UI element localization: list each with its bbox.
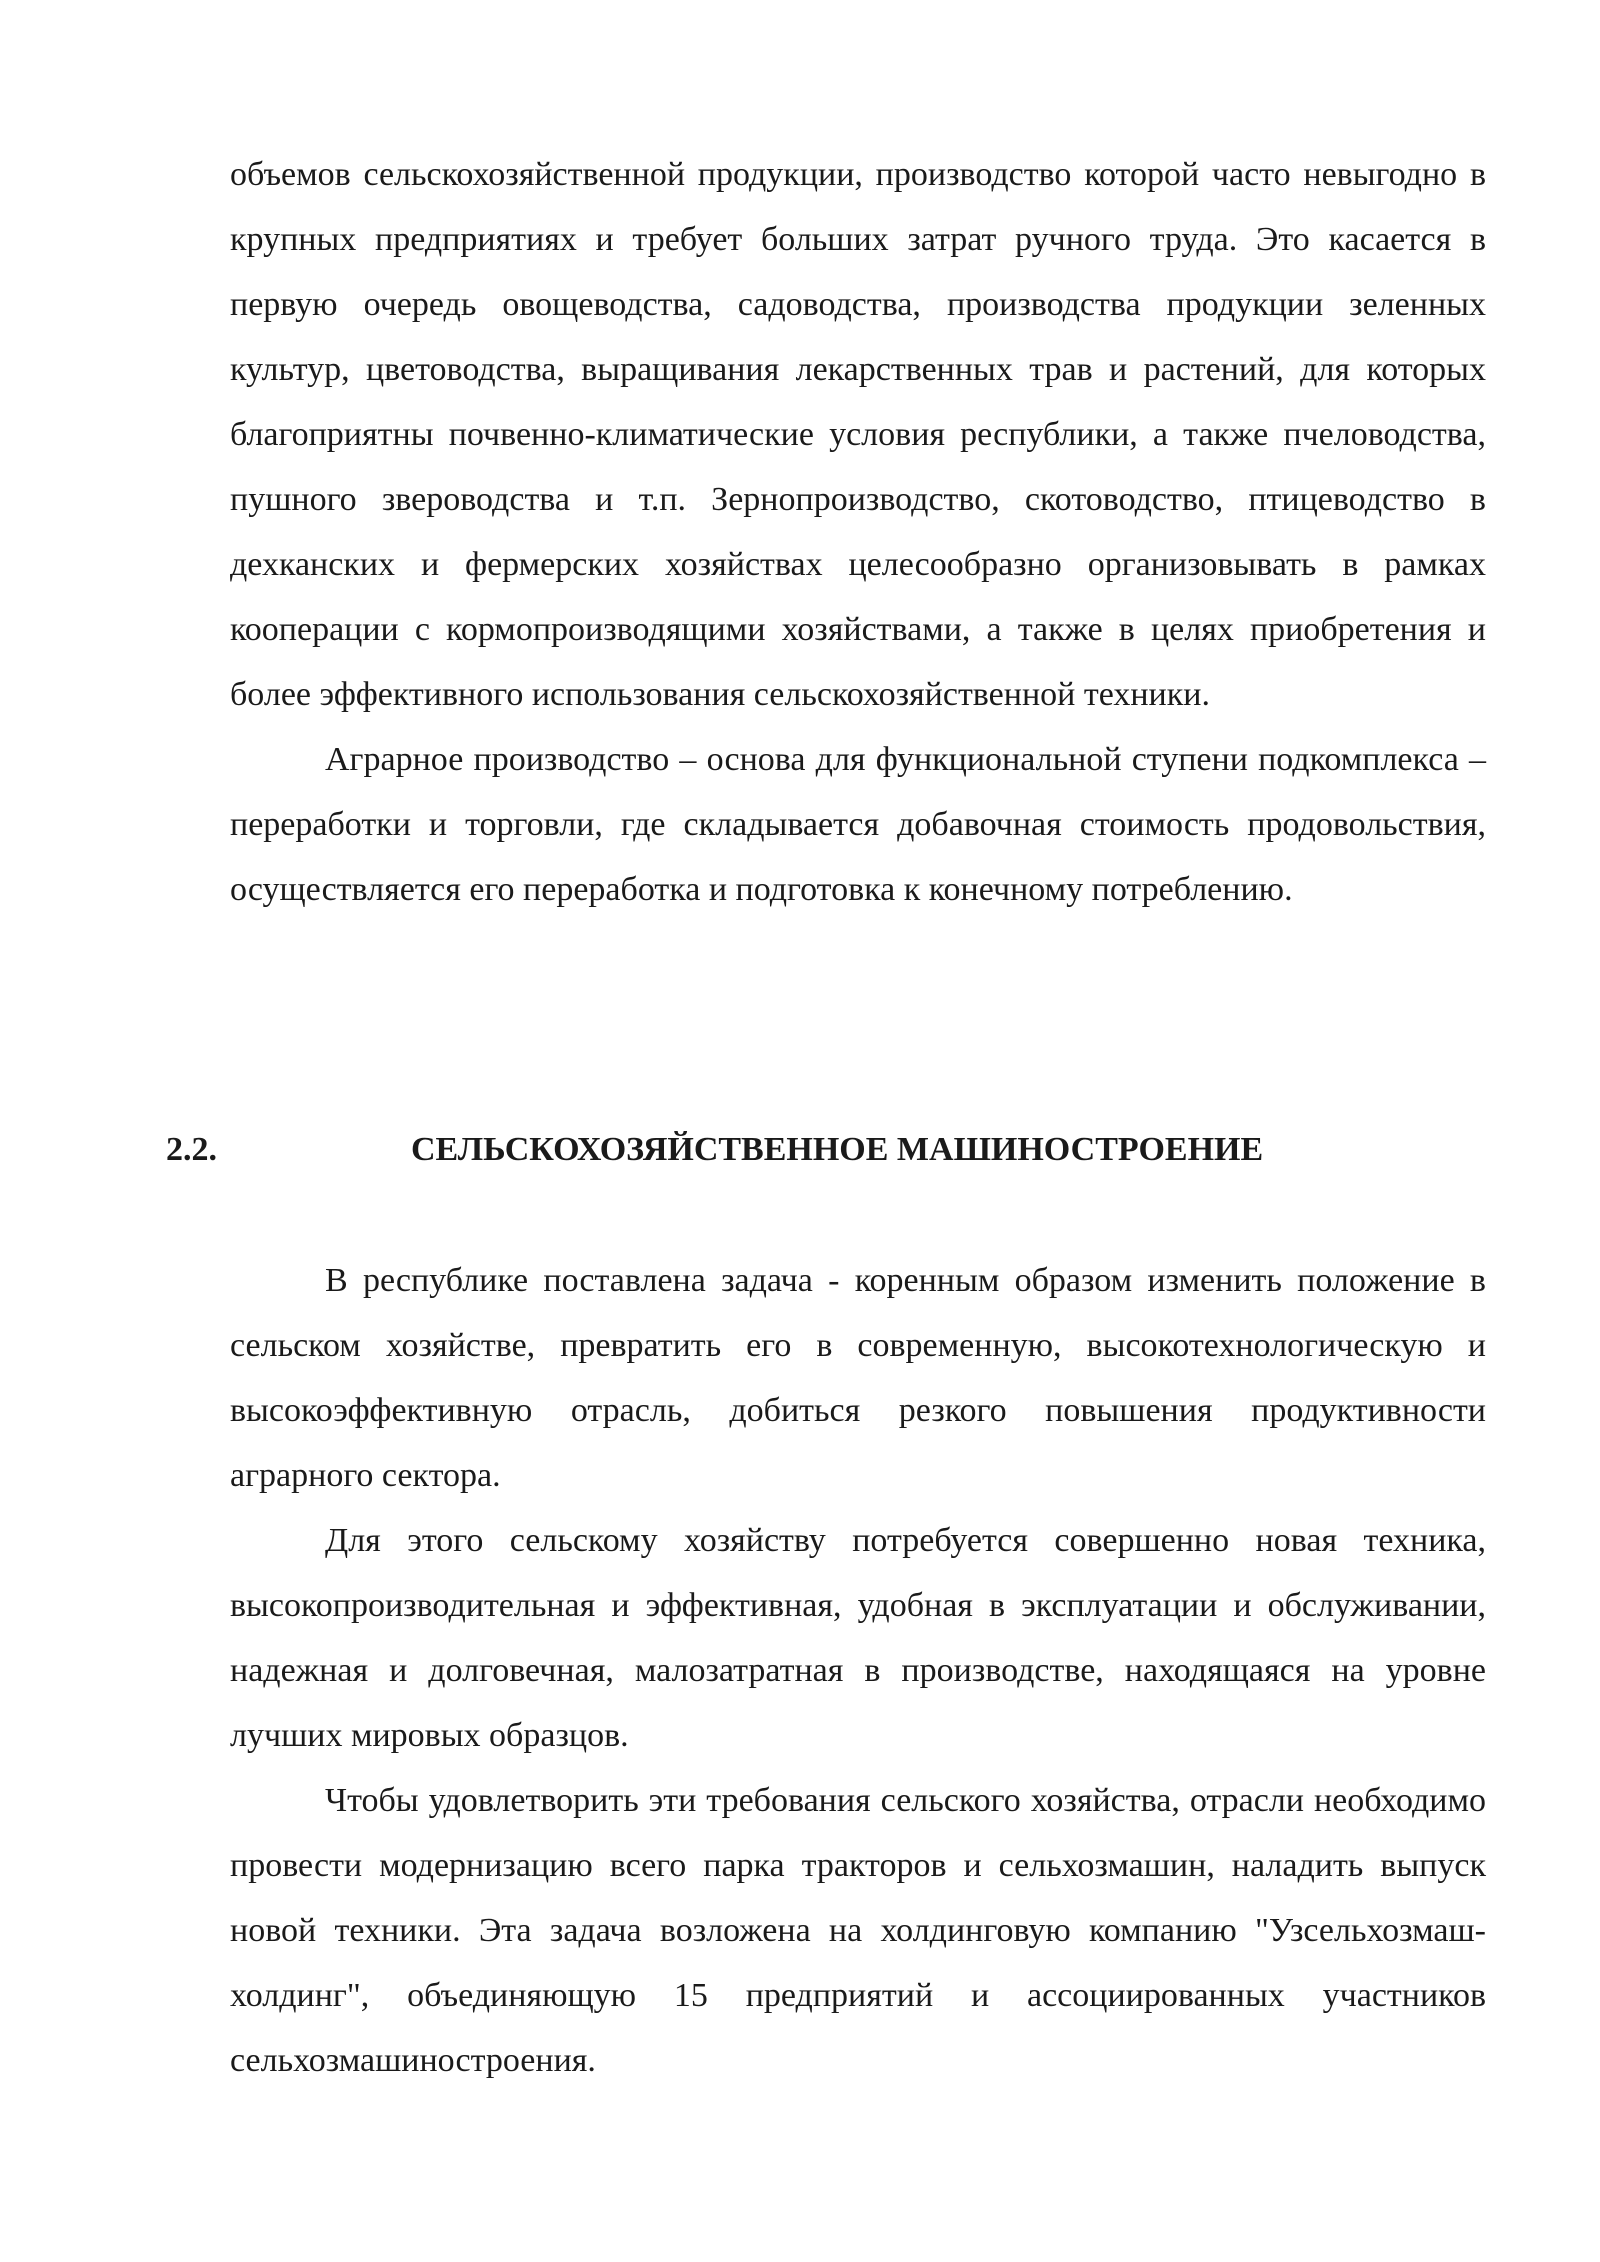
paragraph: Аграрное производство – основа для функциональной ступени подкомплекса – переработки и торговли, где складывается добавочная стоимость продовольствия, осуществляется его переработка и подготовка к конечному потреблению. bbox=[230, 741, 1486, 908]
section-heading bbox=[0, 1120, 1600, 1180]
section-number: 2.2. bbox=[166, 1131, 217, 1168]
paragraph: В республике поставлена задача - коренным образом изменить положение в сельском хозяйстве, превратить его в современную, высокотехнологическую и высокоэффективную отрасль, добиться резкого повышения продуктивности аграрного сектора. bbox=[230, 1262, 1486, 1494]
top-text-block bbox=[230, 142, 1486, 922]
section-title: СЕЛЬСКОХОЗЯЙСТВЕННОЕ МАШИНОСТРОЕНИЕ bbox=[411, 1131, 1264, 1168]
paragraph: Для этого сельскому хозяйству потребуется совершенно новая техника, высокопроизводительная и эффективная, удобная в эксплуатации и обслуживании, надежная и долговечная, малозатратная в производстве, находящаяся на уровне лучших мировых образцов. bbox=[230, 1522, 1486, 1754]
bottom-text-block bbox=[230, 1248, 1486, 2093]
paragraph: Чтобы удовлетворить эти требования сельского хозяйства, отрасли необходимо провести модернизацию всего парка тракторов и сельхозмашин, наладить выпуск новой техники. Эта задача возложена на холдинговую компанию "Узсельхозмаш-холдинг", объединяющую 15 предприятий и ассоциированных участников сельхозмашиностроения. bbox=[230, 1782, 1486, 2079]
paragraph: объемов сельскохозяйственной продукции, производство которой часто невыгодно в крупных предприятиях и требует больших затрат ручного труда. Это касается в первую очередь овощеводства, садоводства, производства продукции зеленных культур, цветоводства, выращивания лекарственных трав и растений, для которых благоприятны почвенно-климатические условия республики, а также пчеловодства, пушного звероводства и т.п. Зернопроизводство, скотоводство, птицеводство в дехканских и фермерских хозяйствах целесообразно организовывать в рамках кооперации с кормопроизводящими хозяйствами, а также в целях приобретения и более эффективного использования сельскохозяйственной техники. bbox=[230, 156, 1486, 713]
